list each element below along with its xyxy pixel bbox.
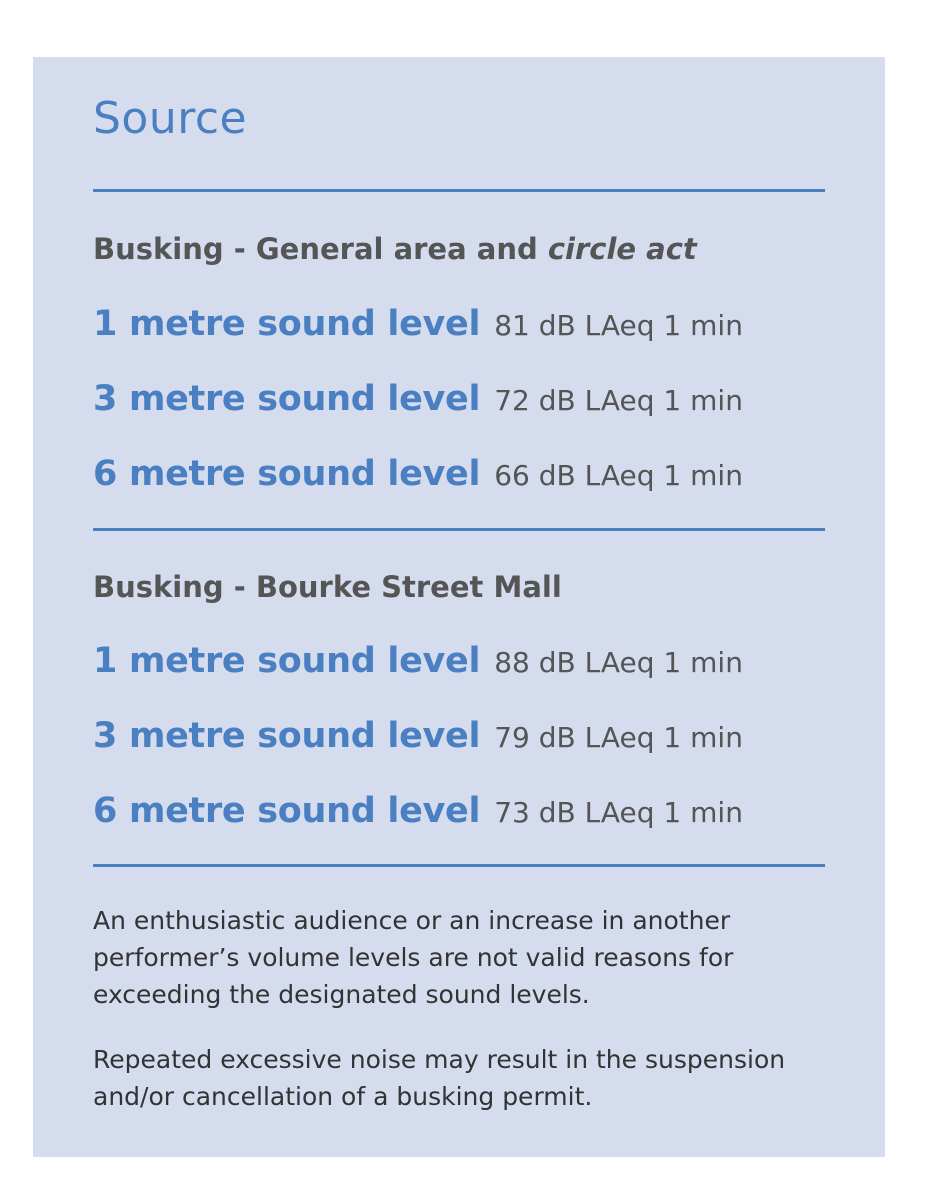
divider [93,528,825,531]
section-heading-text: Busking - General area and [93,232,548,266]
section-heading-general-area [93,232,697,266]
divider [93,189,825,192]
section-heading-italic: circle act [547,232,697,266]
sound-level-label: 3 metre sound level [93,716,481,756]
sound-level-value: 88 dB LAeq 1 min [494,646,743,679]
sound-level-value: 73 dB LAeq 1 min [494,796,743,829]
sound-level-label: 6 metre sound level [93,791,481,831]
divider [93,864,825,867]
sound-level-row [93,454,743,494]
source-panel [33,57,885,1157]
sound-level-label: 3 metre sound level [93,379,481,419]
note-paragraph: An enthusiastic audience or an increase in another performer’s volume levels are not valid reasons for exceeding the designated sound levels. [93,906,734,1009]
sound-level-row [93,716,743,756]
sound-level-row [93,791,743,831]
section-heading-bourke-street-mall [93,570,562,604]
sound-level-row [93,379,743,419]
sound-level-row [93,641,743,681]
sound-level-row [93,304,743,344]
sound-level-value: 66 dB LAeq 1 min [494,459,743,492]
sound-level-label: 1 metre sound level [93,641,481,681]
section-heading-text: Busking - Bourke Street Mall [93,570,562,604]
panel-title: Source [93,93,248,144]
sound-level-label: 6 metre sound level [93,454,481,494]
sound-level-value: 79 dB LAeq 1 min [494,721,743,754]
note-paragraph: Repeated excessive noise may result in the suspension and/or cancellation of a busking permit. [93,1045,786,1111]
sound-level-label: 1 metre sound level [93,304,481,344]
sound-level-value: 72 dB LAeq 1 min [494,384,743,417]
sound-level-value: 81 dB LAeq 1 min [494,309,743,342]
